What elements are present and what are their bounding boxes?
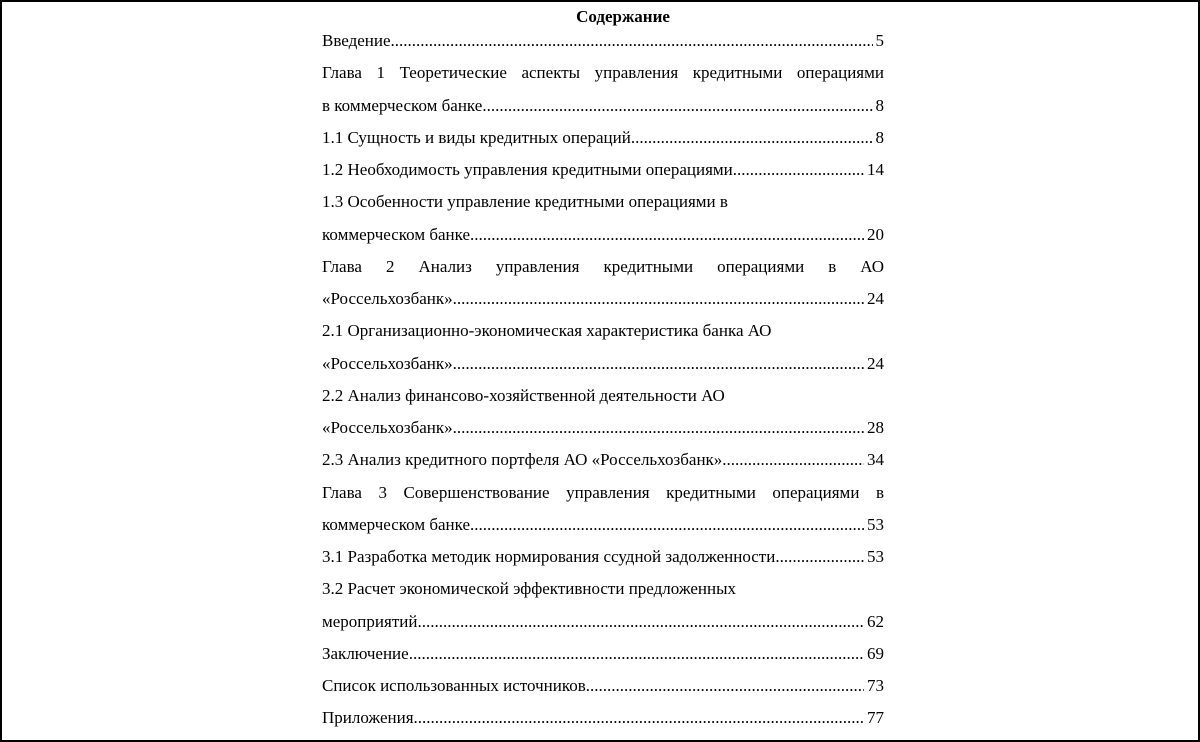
toc-entry — [322, 448, 884, 480]
toc-entry — [322, 642, 884, 674]
toc-entry-text: Глава 2 Анализ управления кредитными операциями в АО — [322, 256, 884, 276]
toc-entry-text: «Россельхозбанк» — [322, 418, 453, 437]
toc-entry-text: 2.3 Анализ кредитного портфеля АО «Россельхозбанк» — [322, 450, 723, 470]
toc-entry — [322, 352, 884, 384]
toc-entry-text: мероприятий — [322, 611, 418, 631]
toc-entry-text: Приложения — [322, 708, 414, 728]
toc-page-number: 53 — [867, 514, 884, 534]
toc-entry-text: 1.2 Необходимость управления кредитными операциями — [322, 160, 733, 179]
toc-page-number: 8 — [875, 95, 884, 115]
toc-entry — [322, 287, 884, 319]
toc-page-number: 62 — [867, 611, 884, 631]
toc-dot-leader — [453, 416, 864, 440]
toc-dot-leader — [482, 94, 872, 118]
toc-dot-leader — [586, 674, 864, 698]
toc-entry-text: Глава 1 Теоретические аспекты управления кредитными операциями — [322, 63, 884, 83]
toc-dot-leader — [453, 352, 864, 376]
toc-entry — [322, 674, 884, 706]
toc-entry — [322, 706, 884, 738]
toc-entry-text: 3.1 Разработка методик нормирования ссудной задолженности — [322, 547, 776, 566]
toc-entry — [322, 94, 884, 126]
toc-entry — [322, 513, 884, 545]
toc-page-number: 24 — [867, 353, 884, 373]
toc-entry — [322, 610, 884, 642]
toc-dot-leader — [733, 158, 864, 182]
toc-entry-text: Заключение — [322, 643, 409, 663]
toc-page-number: 77 — [867, 708, 884, 728]
toc-dot-leader — [470, 223, 864, 247]
toc-dot-leader — [414, 706, 864, 730]
toc-page-number: 20 — [867, 224, 884, 244]
toc-page-number: 8 — [875, 127, 884, 147]
toc-page-number: 53 — [867, 547, 884, 566]
toc-entry-text: коммерческом банке — [322, 514, 471, 534]
toc-page-number: 34 — [867, 450, 884, 470]
toc-entry-text: 1.3 Особенности управление кредитными операциями в — [322, 192, 728, 212]
toc-dot-leader — [417, 610, 864, 634]
table-of-contents — [322, 29, 884, 739]
toc-dot-leader — [775, 545, 864, 569]
toc-entry — [322, 545, 884, 577]
toc-page-number: 5 — [875, 31, 884, 50]
toc-dot-leader — [391, 29, 873, 53]
toc-page-number: 14 — [867, 160, 884, 179]
toc-dot-leader — [722, 448, 864, 472]
toc-entry-text: «Россельхозбанк» — [322, 353, 453, 373]
toc-entry-text: в коммерческом банке — [322, 95, 483, 115]
toc-title: Содержание — [576, 7, 670, 26]
toc-page-number: 24 — [867, 289, 884, 308]
toc-entry — [322, 223, 884, 255]
toc-dot-leader — [409, 642, 864, 666]
toc-dot-leader — [470, 513, 864, 537]
toc-entry-text: 1.1 Сущность и виды кредитных операций — [322, 127, 631, 147]
toc-dot-leader — [631, 126, 873, 150]
toc-entry — [322, 158, 884, 190]
toc-entry-text: Список использованных источников — [322, 676, 586, 695]
toc-entry — [322, 29, 884, 61]
toc-entry-text: «Россельхозбанк» — [322, 289, 453, 308]
toc-page-number: 28 — [867, 418, 884, 437]
toc-entry — [322, 416, 884, 448]
toc-page-number: 73 — [867, 676, 884, 695]
toc-page-number: 69 — [867, 643, 884, 663]
toc-entry-text: 2.1 Организационно-экономическая характеристика банка АО — [322, 321, 772, 341]
toc-entry-text: Глава 3 Совершенствование управления кредитными операциями в — [322, 482, 884, 502]
toc-entry — [322, 126, 884, 158]
toc-entry-text: Введение — [322, 31, 391, 50]
toc-entry-text: 3.2 Расчет экономической эффективности предложенных — [322, 579, 737, 599]
toc-entry-text: 2.2 Анализ финансово-хозяйственной деятельности АО — [322, 385, 725, 405]
toc-dot-leader — [453, 287, 864, 311]
toc-entry-text: коммерческом банке — [322, 224, 471, 244]
